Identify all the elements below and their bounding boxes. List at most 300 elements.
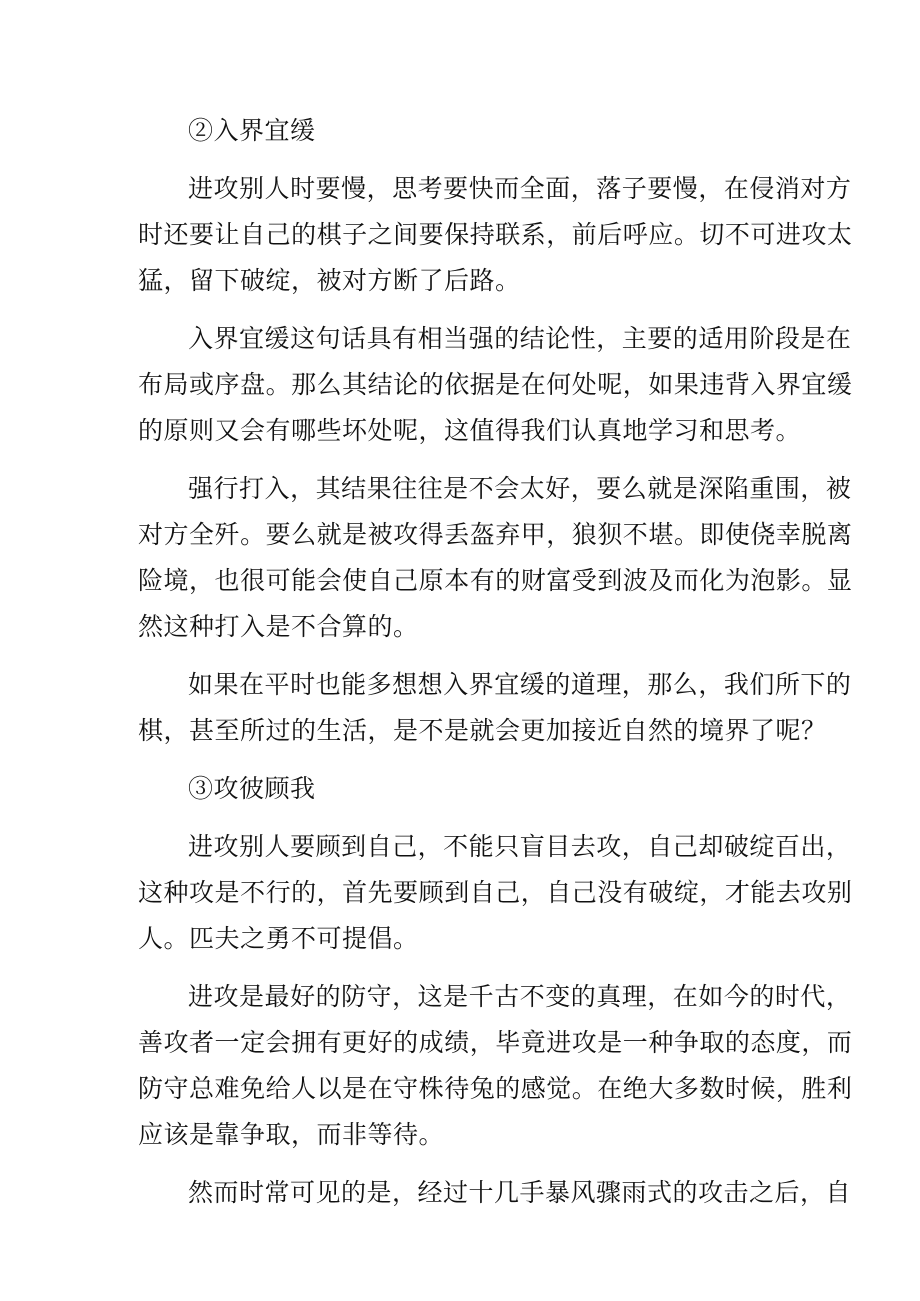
glyph: 守 <box>393 1074 419 1103</box>
glyph: ， <box>621 670 648 699</box>
paragraph-line: 然这种打入是不合算的。 <box>138 612 419 641</box>
glyph: 破 <box>723 832 750 861</box>
glyph: 有 <box>622 878 649 907</box>
glyph: 要 <box>443 174 469 203</box>
glyph: 进 <box>188 832 214 861</box>
glyph: 序 <box>214 370 241 399</box>
glyph: 界 <box>213 324 240 353</box>
glyph: 宜 <box>494 670 520 699</box>
glyph: 其 <box>315 474 342 503</box>
glyph: 可 <box>750 220 776 249</box>
glyph: 本 <box>444 566 470 595</box>
glyph: 结 <box>341 474 367 503</box>
glyph: 打 <box>239 474 265 503</box>
glyph: 入 <box>188 324 214 353</box>
glyph: 侵 <box>749 174 775 203</box>
glyph: 背 <box>724 370 751 399</box>
glyph: 能 <box>468 832 495 861</box>
glyph: 如 <box>648 370 674 399</box>
glyph: ， <box>546 520 572 549</box>
glyph: 宜 <box>801 370 827 399</box>
glyph: 也 <box>214 566 241 595</box>
glyph: 绽 <box>673 878 700 907</box>
glyph: 能 <box>291 566 317 595</box>
glyph: 要 <box>418 220 445 249</box>
glyph: 大 <box>648 1074 674 1103</box>
glyph: ， <box>698 174 724 203</box>
glyph: 会 <box>265 1028 292 1057</box>
glyph: 主 <box>621 324 648 353</box>
glyph: 到 <box>341 832 367 861</box>
glyph: 在 <box>520 370 547 399</box>
glyph: 行 <box>213 474 240 503</box>
glyph: 竟 <box>520 1028 547 1057</box>
glyph: 在 <box>825 324 852 353</box>
glyph: 棋 <box>316 220 343 249</box>
glyph: 最 <box>264 982 291 1011</box>
glyph: 是 <box>672 474 699 503</box>
glyph: 们 <box>749 670 775 699</box>
glyph: 要 <box>393 878 419 907</box>
glyph: 被 <box>367 520 394 549</box>
glyph: 方 <box>825 174 852 203</box>
glyph: 攻 <box>163 1028 190 1057</box>
paragraph-spacer <box>138 650 786 662</box>
glyph: 善 <box>138 1028 164 1057</box>
glyph: 缓 <box>519 670 546 699</box>
glyph: 得 <box>418 520 445 549</box>
paragraph-line <box>138 662 852 708</box>
glyph: 全 <box>519 174 546 203</box>
glyph: 不 <box>519 982 546 1011</box>
glyph: 的 <box>672 324 699 353</box>
glyph: 要 <box>315 174 342 203</box>
glyph: 攻 <box>213 982 240 1011</box>
section-heading <box>138 766 786 812</box>
glyph: 快 <box>468 174 495 203</box>
glyph: 有 <box>392 324 418 353</box>
paragraph-line: 棋，甚至所过的生活，是不是就会更加接近自然的境界了呢？ <box>138 716 827 745</box>
glyph: 自 <box>367 566 394 595</box>
glyph: 利 <box>826 1074 853 1103</box>
glyph: 脱 <box>801 520 827 549</box>
glyph: 思 <box>392 174 418 203</box>
glyph: 绽 <box>749 832 775 861</box>
glyph: 破 <box>648 878 674 907</box>
glyph: 首 <box>342 878 368 907</box>
glyph: 盔 <box>469 520 496 549</box>
glyph: 进 <box>188 982 214 1011</box>
glyph: 么 <box>291 520 317 549</box>
glyph: 己 <box>495 878 521 907</box>
glyph: 受 <box>571 566 598 595</box>
glyph: 的 <box>418 370 445 399</box>
glyph: 千 <box>468 982 495 1011</box>
glyph: 者 <box>189 1028 215 1057</box>
glyph: 入 <box>750 370 776 399</box>
glyph: 据 <box>469 370 496 399</box>
glyph: 己 <box>393 566 419 595</box>
glyph: 。 <box>265 370 292 399</box>
glyph: 能 <box>341 670 367 699</box>
glyph: 具 <box>366 324 393 353</box>
glyph: 前 <box>571 220 598 249</box>
glyph: 是 <box>597 1028 623 1057</box>
glyph: 不 <box>443 832 469 861</box>
paragraph-line: 应该是靠争取，而非等待。 <box>138 1120 445 1149</box>
glyph: 应 <box>648 220 674 249</box>
glyph: 今 <box>723 982 750 1011</box>
glyph: 方 <box>163 520 190 549</box>
glyph: 真 <box>596 982 622 1011</box>
glyph: 宜 <box>239 324 265 353</box>
glyph: 处 <box>571 370 598 399</box>
glyph: 要 <box>189 220 215 249</box>
document-body <box>138 108 853 1216</box>
glyph: 不 <box>724 220 751 249</box>
glyph: 是 <box>214 878 241 907</box>
glyph: 攻 <box>213 174 240 203</box>
glyph: 离 <box>826 520 853 549</box>
glyph: 顾 <box>418 878 445 907</box>
glyph: 全 <box>189 520 215 549</box>
glyph: 理 <box>621 982 648 1011</box>
glyph: 目 <box>545 832 571 861</box>
glyph: 候 <box>750 1074 776 1103</box>
glyph: 有 <box>316 1028 343 1057</box>
paragraph-line <box>138 558 853 604</box>
glyph: 我 <box>723 670 750 699</box>
glyph: 别 <box>826 878 853 907</box>
glyph: 甲 <box>520 520 547 549</box>
glyph: 陷 <box>723 474 750 503</box>
glyph: 有 <box>469 566 496 595</box>
glyph: 么 <box>316 370 343 399</box>
glyph: 丢 <box>444 520 470 549</box>
glyph: 。 <box>240 520 266 549</box>
glyph: 围 <box>774 474 801 503</box>
paragraph-line <box>138 362 853 408</box>
glyph: 还 <box>163 220 190 249</box>
glyph: 财 <box>520 566 547 595</box>
glyph: 攻 <box>801 878 827 907</box>
glyph: 只 <box>494 832 520 861</box>
glyph: 觉 <box>546 1074 572 1103</box>
glyph: 数 <box>699 1074 725 1103</box>
glyph: 那 <box>647 670 673 699</box>
glyph: 句 <box>315 324 342 353</box>
glyph: 果 <box>673 370 700 399</box>
paragraph-line: 人。匹夫之勇不可提倡。 <box>138 924 419 953</box>
glyph: ， <box>647 982 673 1011</box>
glyph: ， <box>546 220 572 249</box>
glyph: 联 <box>495 220 521 249</box>
glyph: 这 <box>290 324 316 353</box>
glyph: 呢 <box>597 370 623 399</box>
glyph: 争 <box>673 1028 700 1057</box>
glyph: 要 <box>596 474 622 503</box>
glyph: 兔 <box>469 1074 496 1103</box>
paragraph-spacer <box>138 962 786 974</box>
glyph: 好 <box>290 982 316 1011</box>
glyph: 是 <box>443 982 469 1011</box>
glyph: 弃 <box>495 520 521 549</box>
glyph: 其 <box>342 370 368 399</box>
glyph: ， <box>775 1074 802 1103</box>
glyph: 自 <box>469 878 496 907</box>
glyph: 的 <box>315 982 342 1011</box>
glyph: 为 <box>724 566 751 595</box>
glyph: 幸 <box>775 520 802 549</box>
glyph: 间 <box>393 220 419 249</box>
glyph: 在 <box>597 1074 623 1103</box>
glyph: 考 <box>417 174 444 203</box>
glyph: 也 <box>315 670 342 699</box>
paragraph-line <box>138 316 852 362</box>
glyph: 的 <box>495 566 521 595</box>
glyph: 及 <box>648 566 674 595</box>
glyph: 子 <box>342 220 368 249</box>
glyph: 慢 <box>341 174 367 203</box>
glyph: 狼 <box>571 520 598 549</box>
glyph: 自 <box>546 878 572 907</box>
glyph: 界 <box>775 370 802 399</box>
glyph: 或 <box>189 370 215 399</box>
glyph: 下 <box>800 670 826 699</box>
glyph: 太 <box>519 474 546 503</box>
glyph: 种 <box>648 1028 674 1057</box>
glyph: 的 <box>724 1028 751 1057</box>
glyph: ， <box>825 982 852 1011</box>
glyph: 的 <box>825 670 852 699</box>
glyph: 持 <box>469 220 496 249</box>
glyph: 多 <box>366 670 393 699</box>
glyph: 己 <box>392 832 418 861</box>
glyph: 的 <box>291 878 317 907</box>
glyph: ， <box>621 832 648 861</box>
glyph: 而 <box>826 1028 853 1057</box>
glyph: 才 <box>724 878 751 907</box>
glyph: 缓 <box>264 324 291 353</box>
glyph: 果 <box>213 670 240 699</box>
glyph: 。 <box>801 566 827 595</box>
glyph: ， <box>366 174 393 203</box>
glyph: 很 <box>240 566 266 595</box>
glyph: ， <box>622 370 649 399</box>
glyph: 性 <box>570 324 597 353</box>
glyph: ， <box>290 474 316 503</box>
glyph: ， <box>698 670 724 699</box>
glyph: 适 <box>698 324 724 353</box>
glyph: 攻 <box>596 832 622 861</box>
glyph: 总 <box>189 1074 215 1103</box>
glyph: 歼 <box>214 520 241 549</box>
glyph: 出 <box>800 832 826 861</box>
glyph: 要 <box>265 520 292 549</box>
glyph: 去 <box>570 832 597 861</box>
glyph: 己 <box>672 832 699 861</box>
glyph: 到 <box>597 566 623 595</box>
glyph: 如 <box>188 670 214 699</box>
glyph: 的 <box>570 982 597 1011</box>
glyph: 在 <box>367 1074 394 1103</box>
paragraph-line <box>138 1020 853 1066</box>
glyph: 的 <box>545 670 571 699</box>
glyph: 原 <box>418 566 445 595</box>
glyph: 化 <box>699 566 725 595</box>
glyph: 要 <box>647 324 673 353</box>
glyph: 时 <box>774 982 801 1011</box>
glyph: 进 <box>546 1028 572 1057</box>
glyph: 态 <box>750 1028 776 1057</box>
glyph: 会 <box>316 566 343 595</box>
glyph: 攻 <box>213 832 240 861</box>
glyph: 度 <box>775 1028 802 1057</box>
glyph: 盘 <box>240 370 266 399</box>
glyph: 胜 <box>801 1074 827 1103</box>
glyph: 境 <box>163 566 190 595</box>
glyph: 能 <box>750 878 776 907</box>
paragraph <box>138 974 853 1158</box>
glyph: 段 <box>774 324 801 353</box>
glyph: 的 <box>291 220 317 249</box>
paragraph-spacer <box>138 1158 786 1170</box>
glyph: 那 <box>291 370 317 399</box>
paragraph <box>138 166 853 304</box>
glyph: 拥 <box>291 1028 317 1057</box>
glyph: ， <box>825 832 852 861</box>
glyph: 不 <box>240 878 266 907</box>
glyph: 布 <box>138 370 164 399</box>
glyph: 之 <box>367 220 394 249</box>
glyph: 人 <box>264 174 291 203</box>
glyph: 待 <box>444 1074 470 1103</box>
glyph: 多 <box>673 1074 700 1103</box>
paragraph-spacer <box>138 454 786 466</box>
glyph: 防 <box>341 982 367 1011</box>
glyph: 种 <box>163 878 190 907</box>
paragraph-line <box>138 824 852 870</box>
glyph: 太 <box>826 220 853 249</box>
glyph: 被 <box>825 474 852 503</box>
glyph: 。 <box>673 220 700 249</box>
glyph: 往 <box>417 474 444 503</box>
glyph: 所 <box>774 670 801 699</box>
glyph: 自 <box>647 832 673 861</box>
glyph: 百 <box>774 832 801 861</box>
glyph: 狈 <box>597 520 623 549</box>
glyph: 违 <box>699 370 725 399</box>
glyph: 强 <box>468 324 495 353</box>
glyph: 绩 <box>444 1028 470 1057</box>
glyph: 时 <box>290 174 316 203</box>
glyph: 结 <box>519 324 546 353</box>
glyph: 一 <box>622 1028 649 1057</box>
glyph: 影 <box>775 566 802 595</box>
glyph: 切 <box>699 220 725 249</box>
glyph: 毕 <box>495 1028 521 1057</box>
glyph: 是 <box>239 982 265 1011</box>
glyph: 己 <box>571 878 598 907</box>
glyph: 果 <box>366 474 393 503</box>
glyph: ， <box>520 878 547 907</box>
glyph: 子 <box>621 174 648 203</box>
glyph: 侥 <box>750 520 776 549</box>
glyph: 么 <box>672 670 699 699</box>
paragraph-spacer <box>138 154 786 166</box>
glyph: ， <box>699 878 725 907</box>
glyph: 去 <box>775 878 802 907</box>
glyph: 没 <box>597 878 623 907</box>
glyph: 即 <box>699 520 725 549</box>
glyph: 阶 <box>749 324 775 353</box>
glyph: 何 <box>546 370 572 399</box>
glyph: 要 <box>647 174 673 203</box>
glyph: 自 <box>366 832 393 861</box>
glyph: 攻 <box>801 220 827 249</box>
glyph: 好 <box>545 474 571 503</box>
glyph: ， <box>316 878 343 907</box>
glyph: ， <box>189 566 215 595</box>
glyph: 依 <box>444 370 470 399</box>
glyph: 保 <box>444 220 470 249</box>
glyph: 泡 <box>750 566 776 595</box>
glyph: 一 <box>214 1028 241 1057</box>
glyph: 结 <box>367 370 394 399</box>
glyph: 而 <box>673 566 700 595</box>
glyph: 富 <box>546 566 572 595</box>
glyph: 话 <box>341 324 367 353</box>
glyph: 平 <box>264 670 291 699</box>
glyph: 往 <box>392 474 418 503</box>
glyph: 落 <box>596 174 622 203</box>
glyph: 后 <box>597 220 623 249</box>
glyph: 缓 <box>826 370 853 399</box>
glyph: 要 <box>290 832 316 861</box>
glyph: 人 <box>291 1074 317 1103</box>
glyph: 变 <box>545 982 571 1011</box>
glyph: 人 <box>264 832 291 861</box>
glyph: 己 <box>265 220 292 249</box>
glyph: 当 <box>443 324 469 353</box>
glyph: 道 <box>570 670 597 699</box>
glyph: 免 <box>240 1074 266 1103</box>
glyph: 想 <box>392 670 418 699</box>
glyph: 深 <box>698 474 724 503</box>
paragraph-spacer <box>138 812 786 824</box>
glyph: 消 <box>774 174 801 203</box>
glyph: 使 <box>342 566 368 595</box>
glyph: 强 <box>188 474 214 503</box>
glyph: 以 <box>316 1074 343 1103</box>
glyph: 时 <box>138 220 164 249</box>
glyph: 么 <box>621 474 648 503</box>
glyph: ， <box>469 1028 496 1057</box>
glyph: 时 <box>724 1074 751 1103</box>
glyph: 理 <box>596 670 622 699</box>
glyph: 对 <box>800 174 826 203</box>
paragraph-spacer <box>138 754 786 766</box>
glyph: 古 <box>494 982 520 1011</box>
glyph: ， <box>392 982 418 1011</box>
paragraph <box>138 662 852 754</box>
glyph: ， <box>596 324 622 353</box>
glyph: 防 <box>138 1074 164 1103</box>
paragraph-line: 然而时常可见的是，经过十几手暴风骤雨式的攻击之后，自 <box>188 1178 852 1207</box>
glyph: 想 <box>417 670 444 699</box>
glyph: 使 <box>724 520 751 549</box>
glyph: 更 <box>342 1028 368 1057</box>
